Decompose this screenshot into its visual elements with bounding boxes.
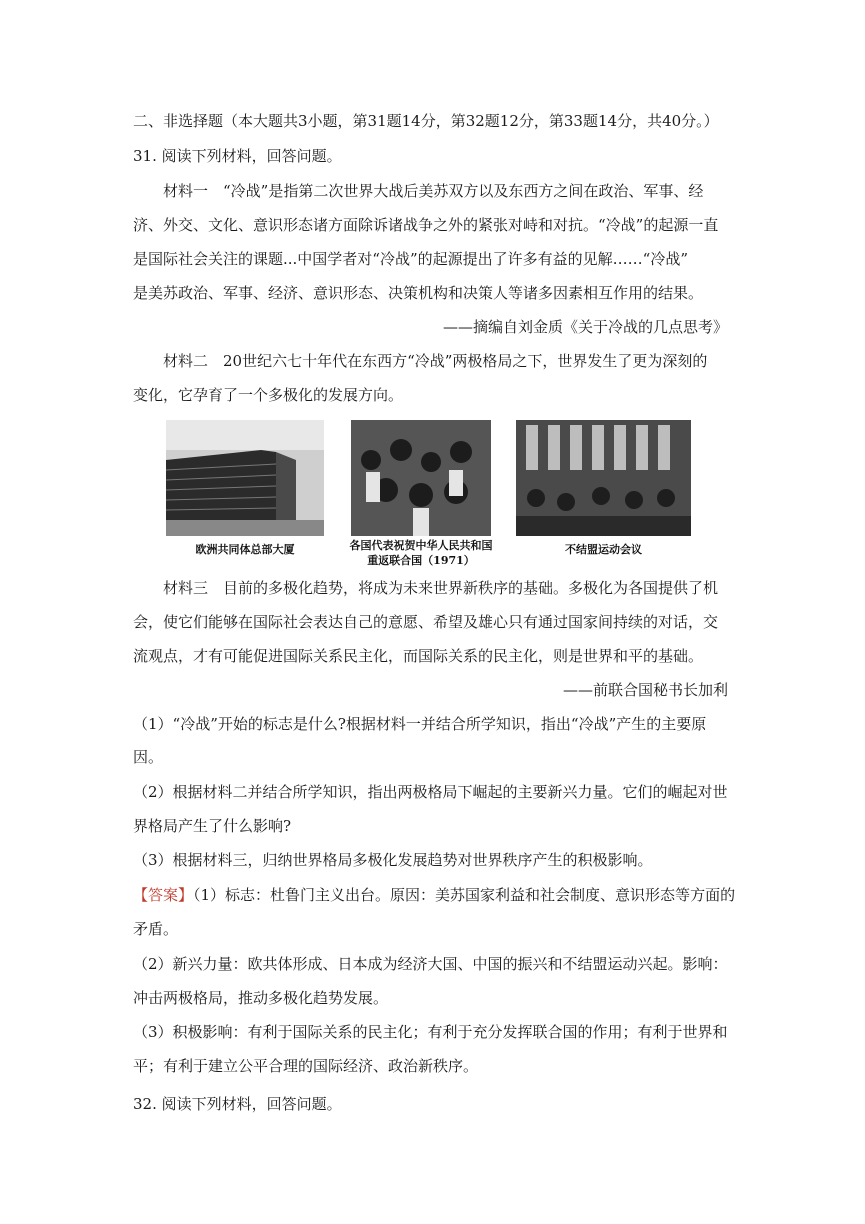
material2-line: 变化，它孕育了一个多极化的发展方向。 xyxy=(133,386,404,404)
image-caption: 各国代表祝贺中华人民共和国 xyxy=(349,539,493,552)
material1-line: 是美苏政治、军事、经济、意识形态、决策机构和决策人等诸多因素相互作用的结果。 xyxy=(133,284,704,302)
material3-line: 材料三 目前的多极化趋势，将成为未来世界新秩序的基础。多极化为各国提供了机 xyxy=(163,579,719,597)
question-31-stem: 31. 阅读下列材料，回答问题。 xyxy=(133,147,342,165)
answer-tag: 【答案】 xyxy=(133,886,194,904)
section-header: 二、非选择题（本大题共3小题，第31题14分，第32题12分，第33题14分，共40分。） xyxy=(133,112,719,130)
question-32-stem: 32. 阅读下列材料，回答问题。 xyxy=(133,1095,342,1113)
answer-line: 平；有利于建立公平合理的国际经济、政治新秩序。 xyxy=(133,1057,479,1075)
material1-line: 材料一 “冷战”是指第二次世界大战后美苏双方以及东西方之间在政治、军事、经 xyxy=(163,182,704,200)
answer-line: 矛盾。 xyxy=(133,920,179,938)
material1-source: ——摘编自刘金质《关于冷战的几点思考》 xyxy=(442,318,728,336)
non-aligned-meeting-photo xyxy=(516,420,691,536)
question-line: （2）根据材料二并结合所学知识，指出两极格局下崛起的主要新兴力量。它们的崛起对世 xyxy=(133,783,728,801)
un-return-photo xyxy=(351,420,491,536)
image-caption: 不结盟运动会议 xyxy=(565,543,642,556)
answer-line xyxy=(133,884,736,906)
question-line: （3）根据材料三，归纳世界格局多极化发展趋势对世界秩序产生的积极影响。 xyxy=(133,851,653,869)
image-caption: 重返联合国（1971） xyxy=(367,554,475,567)
material3-line: 流观点，才有可能促进国际关系民主化，而国际关系的民主化，则是世界和平的基础。 xyxy=(133,647,704,665)
answer-text: （1）标志：杜鲁门主义出台。原因：美苏国家利益和社会制度、意识形态等方面的 xyxy=(193,886,736,904)
material3-line: 会，使它们能够在国际社会表达自己的意愿、希望及雄心只有通过国家间持续的对话，交 xyxy=(133,613,719,631)
question-line: 界格局产生了什么影响? xyxy=(133,817,292,835)
answer-line: 冲击两极格局，推动多极化趋势发展。 xyxy=(133,989,389,1007)
material1-line: 是国际社会关注的课题...中国学者对“冷战”的起源提出了许多有益的见解……“冷战” xyxy=(133,250,688,268)
answer-line: （2）新兴力量：欧共体形成、日本成为经济大国、中国的振兴和不结盟运动兴起。影响： xyxy=(133,955,728,973)
ec-headquarters-photo xyxy=(166,420,324,536)
answer-line: （3）积极影响：有利于国际关系的民主化；有利于充分发挥联合国的作用；有利于世界和 xyxy=(133,1023,728,1041)
material1-line: 济、外交、文化、意识形态诸方面除诉诸战争之外的紧张对峙和对抗。“冷战”的起源一直 xyxy=(133,216,719,234)
question-line: 因。 xyxy=(133,748,164,766)
material3-source: ——前联合国秘书长加利 xyxy=(562,681,728,699)
question-line: （1）“冷战”开始的标志是什么?根据材料一并结合所学知识，指出“冷战”产生的主要原 xyxy=(133,715,707,733)
image-caption: 欧洲共同体总部大厦 xyxy=(195,543,295,556)
material2-line: 材料二 20世纪六七十年代在东西方“冷战”两极格局之下，世界发生了更为深刻的 xyxy=(163,352,708,370)
